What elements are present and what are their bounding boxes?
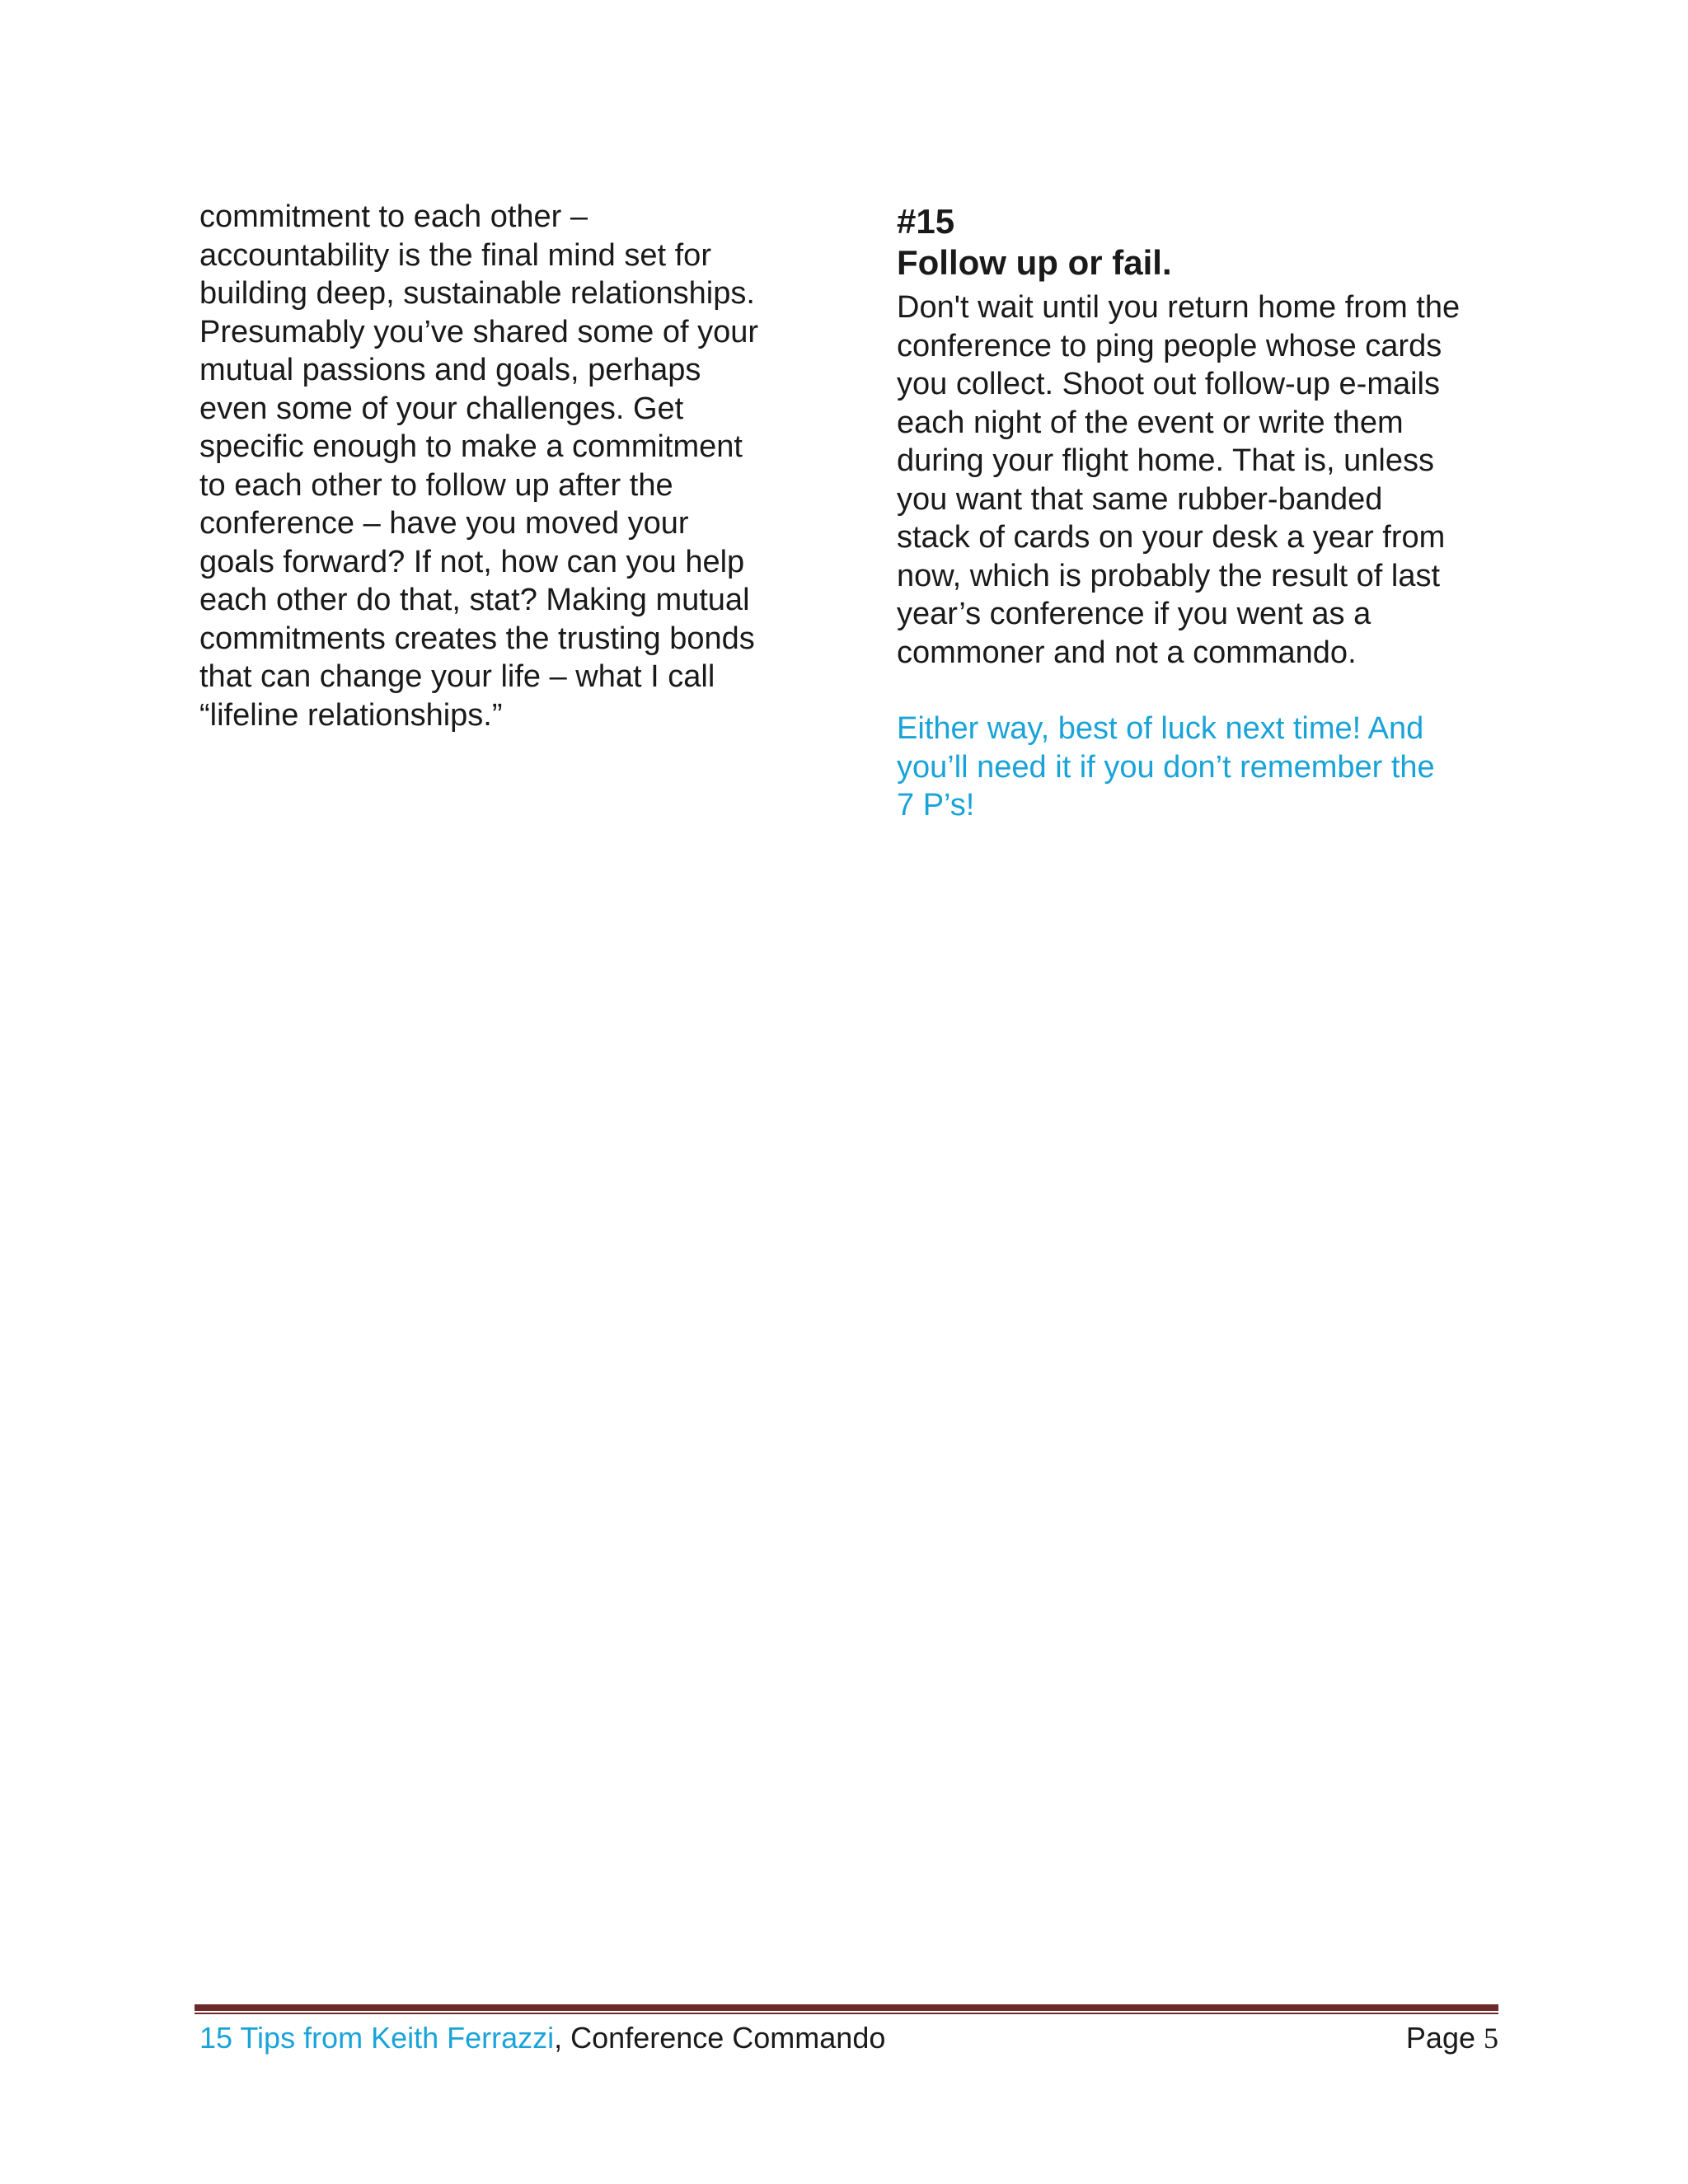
text-line: that can change your life – what I call bbox=[199, 659, 715, 694]
text-line: building deep, sustainable relationships. bbox=[199, 276, 755, 311]
text-line: year’s conference if you went as a bbox=[897, 597, 1372, 631]
text-line: mutual passions and goals, perhaps bbox=[199, 353, 701, 387]
left-column bbox=[199, 198, 809, 734]
text-line: now, which is probably the result of last bbox=[897, 558, 1441, 593]
tip-title: Follow up or fail. bbox=[897, 243, 1172, 282]
text-line: Presumably you’ve shared some of your bbox=[199, 314, 758, 349]
text-line: during your flight home. That is, unless bbox=[897, 443, 1434, 478]
text-line: you want that same rubber-banded bbox=[897, 481, 1383, 517]
text-line: goals forward? If not, how can you help bbox=[199, 544, 745, 579]
page-number-value: 5 bbox=[1484, 2022, 1498, 2055]
tip-number: #15 bbox=[897, 202, 955, 241]
text-line: 7 P’s! bbox=[897, 788, 975, 823]
footer-subtitle: Conference Commando bbox=[570, 2021, 886, 2055]
text-line: commitment to each other – bbox=[199, 199, 588, 234]
tip-body bbox=[897, 288, 1507, 672]
text-line: even some of your challenges. Get bbox=[199, 391, 684, 426]
page-number bbox=[1406, 2019, 1498, 2057]
text-line: each night of the event or write them bbox=[897, 405, 1404, 440]
left-paragraph bbox=[199, 198, 809, 734]
text-line: you’ll need it if you don’t remember the bbox=[897, 749, 1435, 785]
text-line: to each other to follow up after the bbox=[199, 467, 673, 503]
page-footer bbox=[199, 2019, 1498, 2059]
right-column bbox=[897, 198, 1507, 825]
text-line: each other do that, stat? Making mutual bbox=[199, 583, 750, 617]
footer-separator: , bbox=[554, 2021, 571, 2055]
footer-brand: 15 Tips from Keith Ferrazzi bbox=[199, 2021, 555, 2055]
footer-title bbox=[199, 2019, 885, 2057]
text-line: conference – have you moved your bbox=[199, 506, 689, 541]
footer-divider-thin bbox=[195, 2013, 1498, 2014]
text-line: conference to ping people whose cards bbox=[897, 328, 1442, 363]
text-line: commitments creates the trusting bonds bbox=[199, 621, 755, 656]
text-line: commoner and not a commando. bbox=[897, 635, 1357, 670]
text-line: stack of cards on your desk a year from bbox=[897, 520, 1446, 555]
text-line: accountability is the final mind set for bbox=[199, 237, 711, 273]
footer-divider-thick bbox=[195, 2004, 1498, 2011]
text-line: specific enough to make a commitment bbox=[199, 429, 743, 464]
page-label: Page bbox=[1405, 2021, 1484, 2055]
footer-divider bbox=[195, 2004, 1498, 2014]
closing-note bbox=[897, 710, 1507, 825]
text-line: Either way, best of luck next time! And bbox=[897, 711, 1424, 746]
text-line: you collect. Shoot out follow-up e-mails bbox=[897, 367, 1440, 401]
text-line: “lifeline relationships.” bbox=[199, 697, 503, 733]
text-line: Don't wait until you return home from the bbox=[897, 290, 1461, 325]
